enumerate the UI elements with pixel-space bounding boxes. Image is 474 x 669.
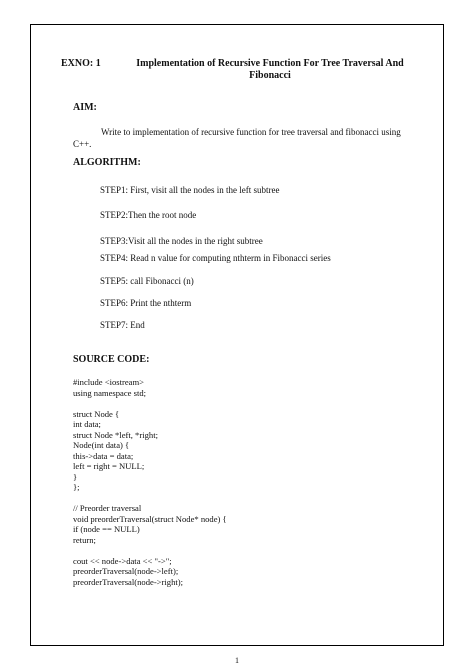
code-line: int data; [73, 419, 101, 429]
code-blank-line [73, 493, 227, 504]
algorithm-step-6: STEP6: Print the nthterm [100, 298, 192, 308]
document-title: Implementation of Recursive Function For Tree Traversal And Fibonacci [136, 58, 404, 81]
code-line: return; [73, 534, 96, 545]
aim-heading: AIM: [73, 102, 97, 113]
code-line: preorderTraversal(node->left); [73, 566, 179, 576]
algorithm-step-3: STEP3:Visit all the nodes in the right subtree [100, 236, 263, 246]
exercise-number: EXNO: 1 [61, 58, 101, 69]
code-line: }; [73, 482, 80, 492]
code-line: left = right = NULL; [73, 461, 145, 471]
code-line: using namespace std; [73, 387, 147, 398]
algorithm-heading: ALGORITHM: [73, 157, 141, 168]
code-line: // Preorder traversal [73, 503, 142, 513]
algorithm-step-2: STEP2:Then the root node [100, 210, 197, 220]
code-line: if (node == NULL) [73, 524, 140, 534]
code-blank-line [73, 545, 227, 556]
code-line: struct Node { [73, 408, 120, 419]
code-blank-line [73, 398, 227, 409]
code-line: Node(int data) { [73, 440, 130, 450]
code-line: cout << node->data << "->"; [73, 555, 172, 566]
algorithm-step-1: STEP1: First, visit all the nodes in the left subtree [100, 185, 280, 195]
page-number: 1 [235, 656, 239, 665]
aim-text-content: Write to implementation of recursive function for tree traversal and fibonacci using C++. [73, 127, 401, 149]
algorithm-step-4: STEP4: Read n value for computing nthterm in Fibonacci series [100, 253, 331, 263]
code-line: preorderTraversal(node->right); [73, 576, 184, 587]
source-code-heading: SOURCE CODE: [73, 354, 150, 365]
algorithm-step-7: STEP7: End [100, 320, 145, 330]
code-line: void preorderTraversal(struct Node* node) { [73, 513, 227, 524]
source-code-block [73, 377, 227, 587]
code-line: this->data = data; [73, 450, 134, 461]
code-line: } [73, 471, 78, 482]
aim-text [73, 126, 413, 150]
code-line: struct Node *left, *right; [73, 429, 158, 440]
algorithm-step-5: STEP5: call Fibonacci (n) [100, 276, 194, 286]
code-line: #include <iostream> [73, 377, 145, 387]
